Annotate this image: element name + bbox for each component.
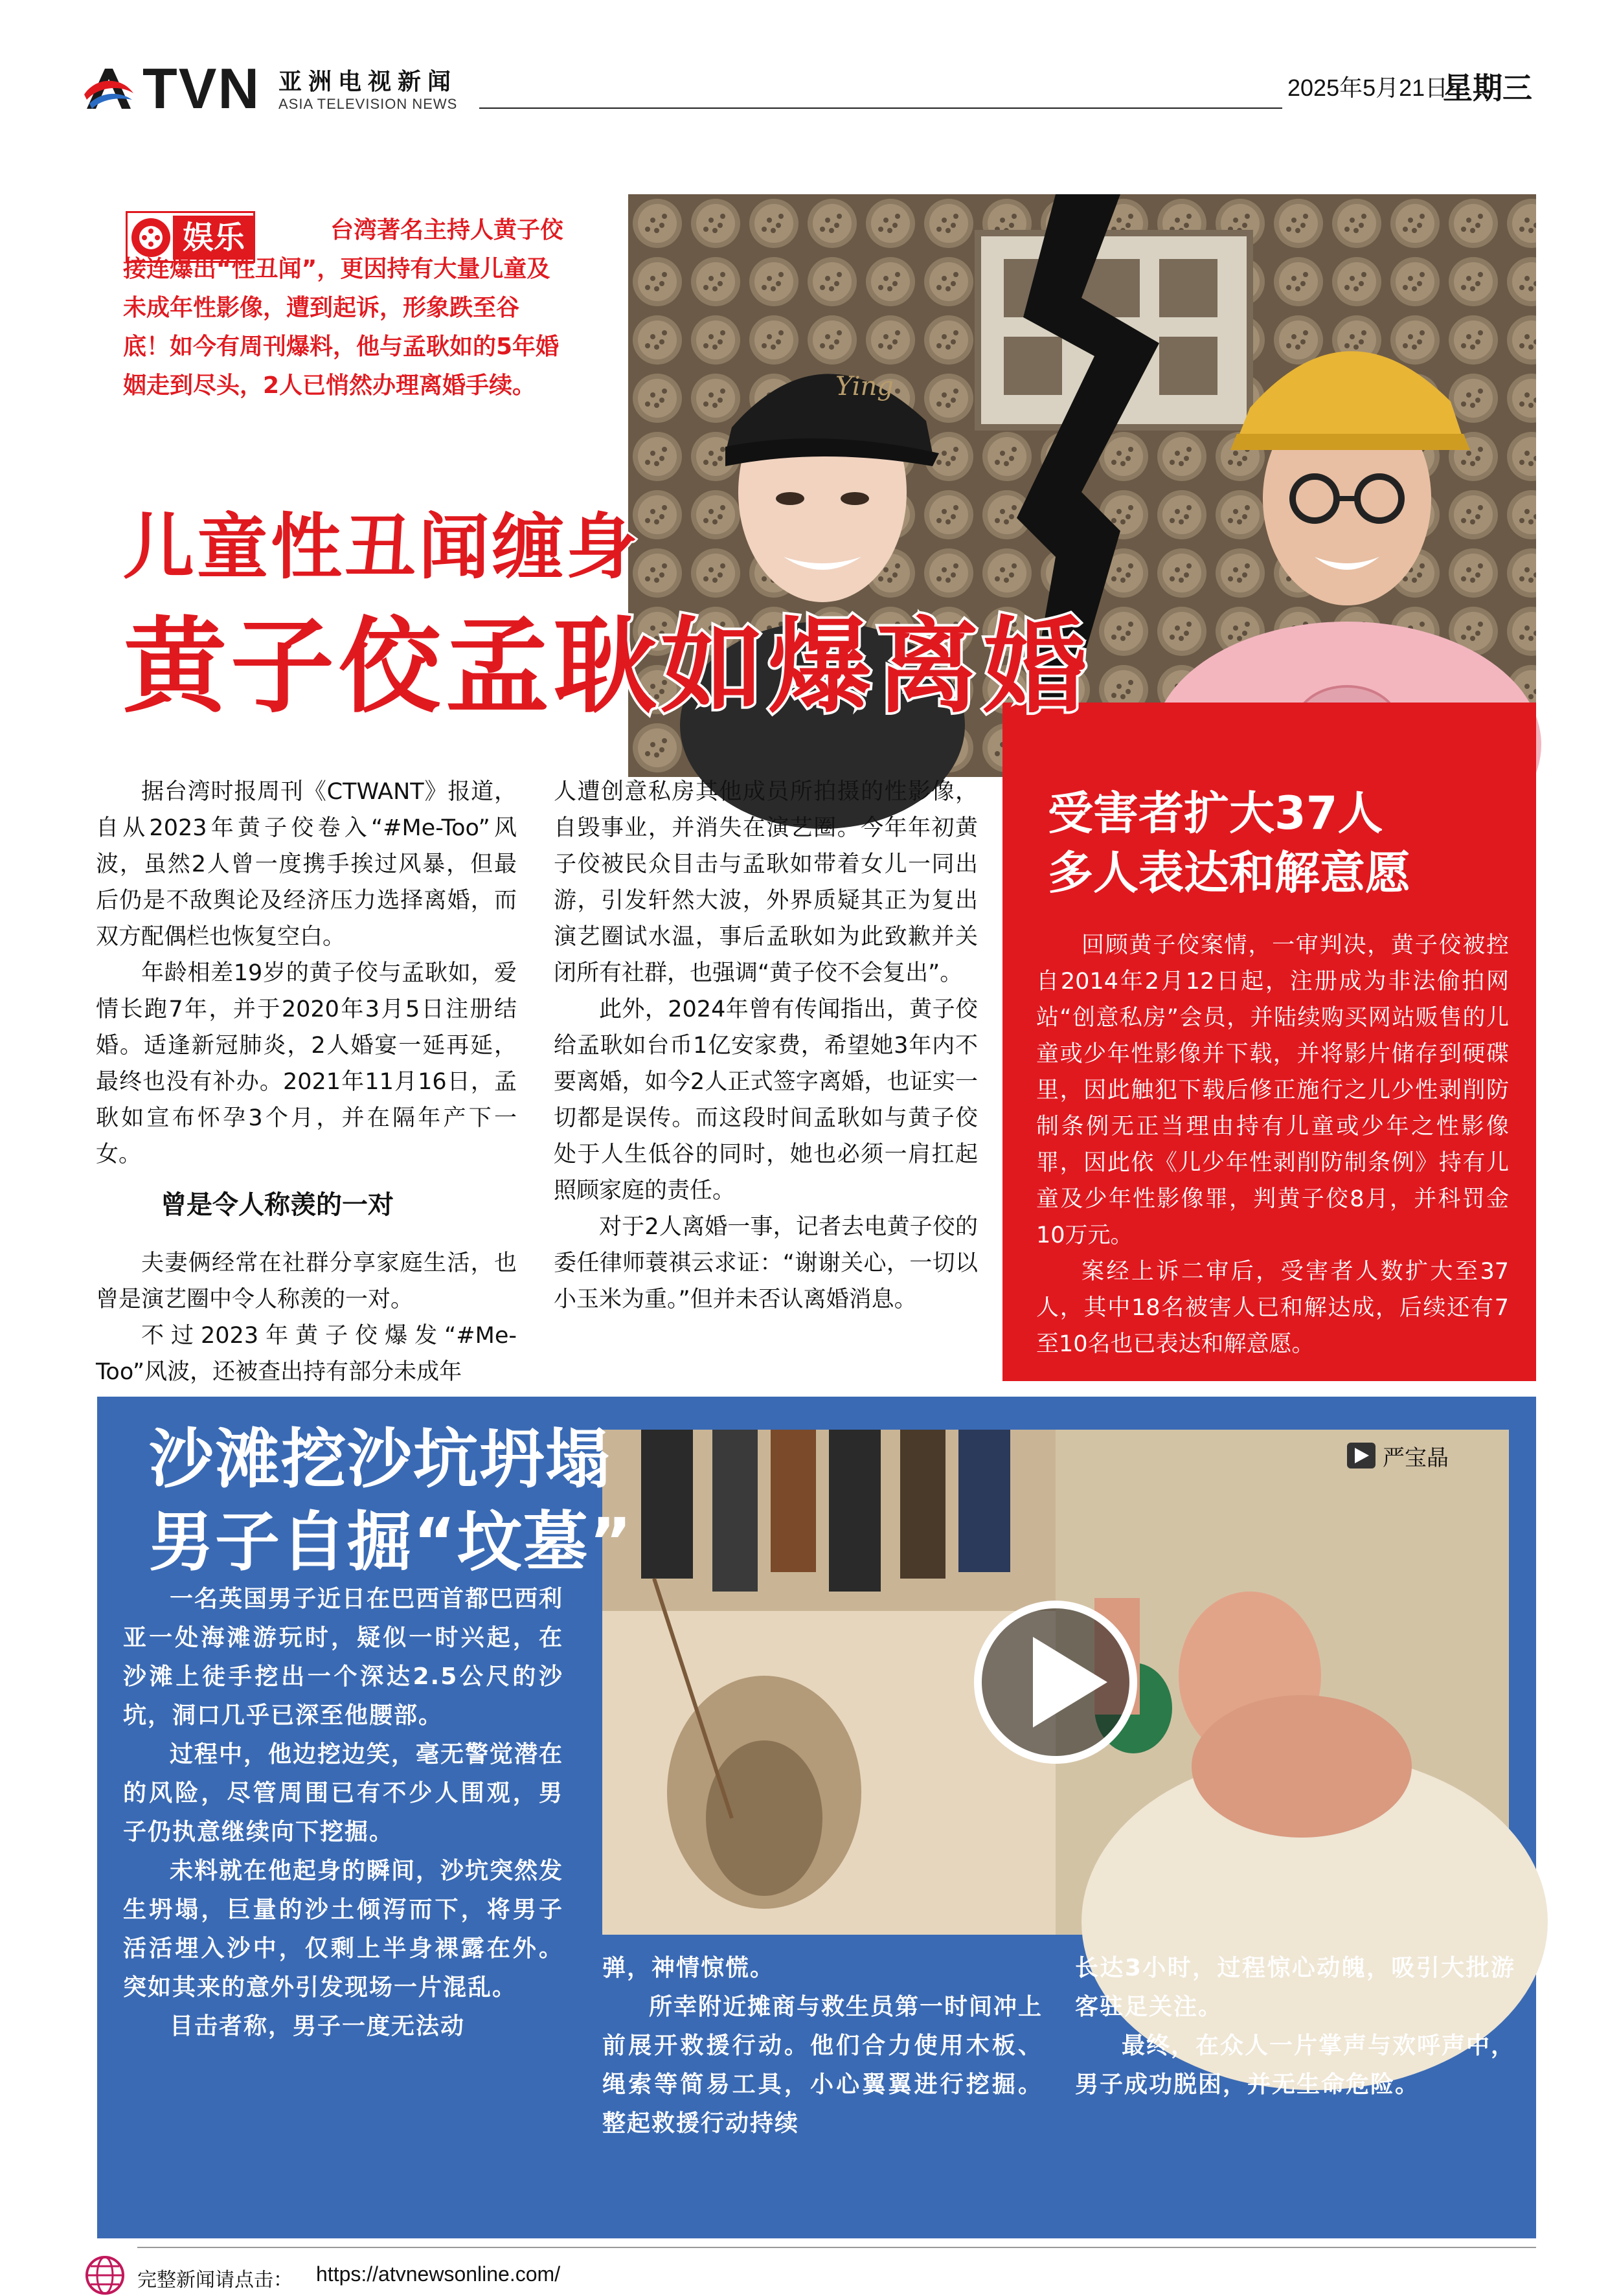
paragraph: 未料就在他起身的瞬间，沙坑突然发生坍塌，巨量的沙土倾泻而下，将男子活活埋入沙中，仅剩上半身裸露在外。突如其来的意外引发现场一片混乱。 — [123, 1858, 564, 2001]
paragraph: 年龄相差19岁的黄子佼与孟耿如，爱情长跑7年，并于2020年3月5日注册结婚。适逢新冠肺炎，2人婚宴一延再延，最终也没有补办。2021年11月16日，孟耿如宣布怀孕3个月，并在隔年产下一女。 — [96, 960, 517, 1167]
paragraph: 夫妻俩经常在社群分享家庭生活，也曾是演艺圈中令人称羡的一对。 — [96, 1250, 517, 1312]
channel-name-en: ASIA TELEVISION NEWS — [278, 96, 458, 112]
paragraph: 据台湾时报周刊《CTWANT》报道，自从2023年黄子佼卷入“#Me-Too”风波，虽然2人曾一度携手挨过风暴，但最后仍是不敌舆论及经济压力选择离婚，而双方配偶栏也恢复空白。 — [96, 779, 517, 950]
atvn-logo-icon — [83, 63, 135, 115]
paragraph: 案经上诉二审后，受害者人数扩大至37人，其中18名被害人已和解达成，后续还有7至10名也已表达和解意愿。 — [1036, 1259, 1509, 1357]
paragraph: 弹，神情惊慌。 — [602, 1955, 775, 1981]
sidebar-body — [1036, 927, 1509, 1362]
paragraph: 对于2人离婚一事，记者去电黄子佼的委任律师蓑祺云求证：“谢谢关心，一切以小玉米为重。”但并未否认离婚消息。 — [554, 1214, 978, 1312]
footer-url-link[interactable]: https://atvnewsonline.com/ — [316, 2262, 561, 2286]
beach-story-headline — [149, 1418, 732, 1584]
paragraph: 过程中，他边挖边笑，毫无警觉潜在的风险，尽管周围已有不少人围观，男子仍执意继续向下挖掘。 — [123, 1741, 564, 1845]
headline-line-1: 儿童性丑闻缠身 — [123, 506, 640, 589]
beach-headline-line-2: 男子自掘“坟墓” — [149, 1504, 633, 1580]
subheading: 曾是令人称羡的一对 — [161, 1190, 394, 1220]
masthead — [83, 57, 1536, 122]
article-column-2 — [554, 774, 978, 1318]
paragraph: 人遭创意私房其他成员所拍摄的性影像，自毁事业，并消失在演艺圈。今年年初黄子佼被民众目击与孟耿如带着女儿一同出游，引发轩然大波，外界质疑其正为复出演艺圈试水温，事后孟耿如为此致歉并关闭所有社群，也强调“黄子佼不会复出”。 — [554, 779, 978, 986]
cap-logo-text: Ying — [835, 372, 894, 401]
paragraph: 所幸附近摊商与救生员第一时间冲上前展开救援行动。他们合力使用木板、绳索等简易工具，小心翼翼进行挖掘。整起救援行动持续 — [602, 1994, 1043, 2137]
sidebar-headline-line-2: 多人表达和解意愿 — [1048, 846, 1410, 899]
paragraph: 一名英国男子近日在巴西首都巴西利亚一处海滩游玩时，疑似一时兴起，在沙滩上徒手挖出一个深达2.5公尺的沙坑，洞口几乎已深至他腰部。 — [123, 1586, 564, 1729]
video-thumbnail — [602, 1430, 1509, 1935]
beach-column-2 — [602, 1949, 1043, 2143]
paragraph: 此外，2024年曾有传闻指出，黄子佼给孟耿如台币1亿安家费，希望她3年内不要离婚，如今2人正式签字离婚，也证实一切都是误传。而这段时间孟耿如与黄子佼处于人生低谷的同时，她也必须一肩扛起照顾家庭的责任。 — [554, 996, 978, 1204]
sidebar-headline — [1048, 783, 1527, 903]
headline-line-2: 黄子佼孟耿如爆离婚 — [123, 606, 1091, 727]
globe-link-icon[interactable] — [84, 2255, 126, 2296]
beach-headline-line-1: 沙滩挖沙坑坍塌 — [149, 1421, 611, 1497]
header-divider — [479, 107, 1282, 109]
story-lead — [123, 211, 563, 405]
video-player[interactable] — [602, 1430, 1509, 1935]
footer-divider — [137, 2247, 1536, 2248]
logo-wordmark: TVN — [142, 56, 260, 120]
paragraph: 回顾黄子佼案情，一审判决，黄子佼被控自2014年2月12日起，注册成为非法偷拍网站“创意私房”会员，并陆续购买网站贩售的儿童或少年性影像并下载，并将影片储存到硬碟里，因此触犯下载后修正施行之儿少性剥削防制条例无正当理由持有儿童或少年之性影像罪，因此依《儿少年性剥削防制条例》持有儿童及少年性影像罪，判黄子佼8月，并科罚金10万元。 — [1036, 932, 1509, 1248]
channel-name-cn: 亚洲电视新闻 — [278, 69, 458, 95]
beach-column-1 — [123, 1580, 563, 2046]
video-credit: 严宝晶 — [1383, 1445, 1449, 1471]
paragraph: 不过2023年黄子佼爆发“#Me-Too”风波，还被查出持有部分未成年 — [96, 1323, 517, 1385]
footer-label: 完整新闻请点击： — [137, 2269, 293, 2291]
issue-weekday: 星期三 — [1443, 71, 1532, 106]
sidebar-headline-line-1: 受害者扩大37人 — [1048, 787, 1383, 840]
section-label: 娱乐 — [173, 216, 255, 260]
issue-date: 2025年5月21日 — [1287, 74, 1449, 101]
paragraph: 最终，在众人一片掌声与欢呼声中，男子成功脱困，并无生命危险。 — [1075, 2032, 1516, 2098]
paragraph: 目击者称，男子一度无法动 — [170, 2013, 466, 2040]
article-column-1 — [96, 774, 517, 1390]
story-lead-text: 台湾著名主持人黄子佼接连爆出“性丑闻”，更因持有大量儿童及未成年性影像，遭到起诉，形象跌至谷底！如今有周刊爆料，他与孟耿如的5年婚姻走到尽头，2人已悄然办理离婚手续。 — [123, 217, 564, 399]
paragraph: 长达3小时，过程惊心动魄，吸引大批游客驻足关注。 — [1075, 1955, 1515, 2020]
beach-column-3 — [1075, 1949, 1515, 2104]
